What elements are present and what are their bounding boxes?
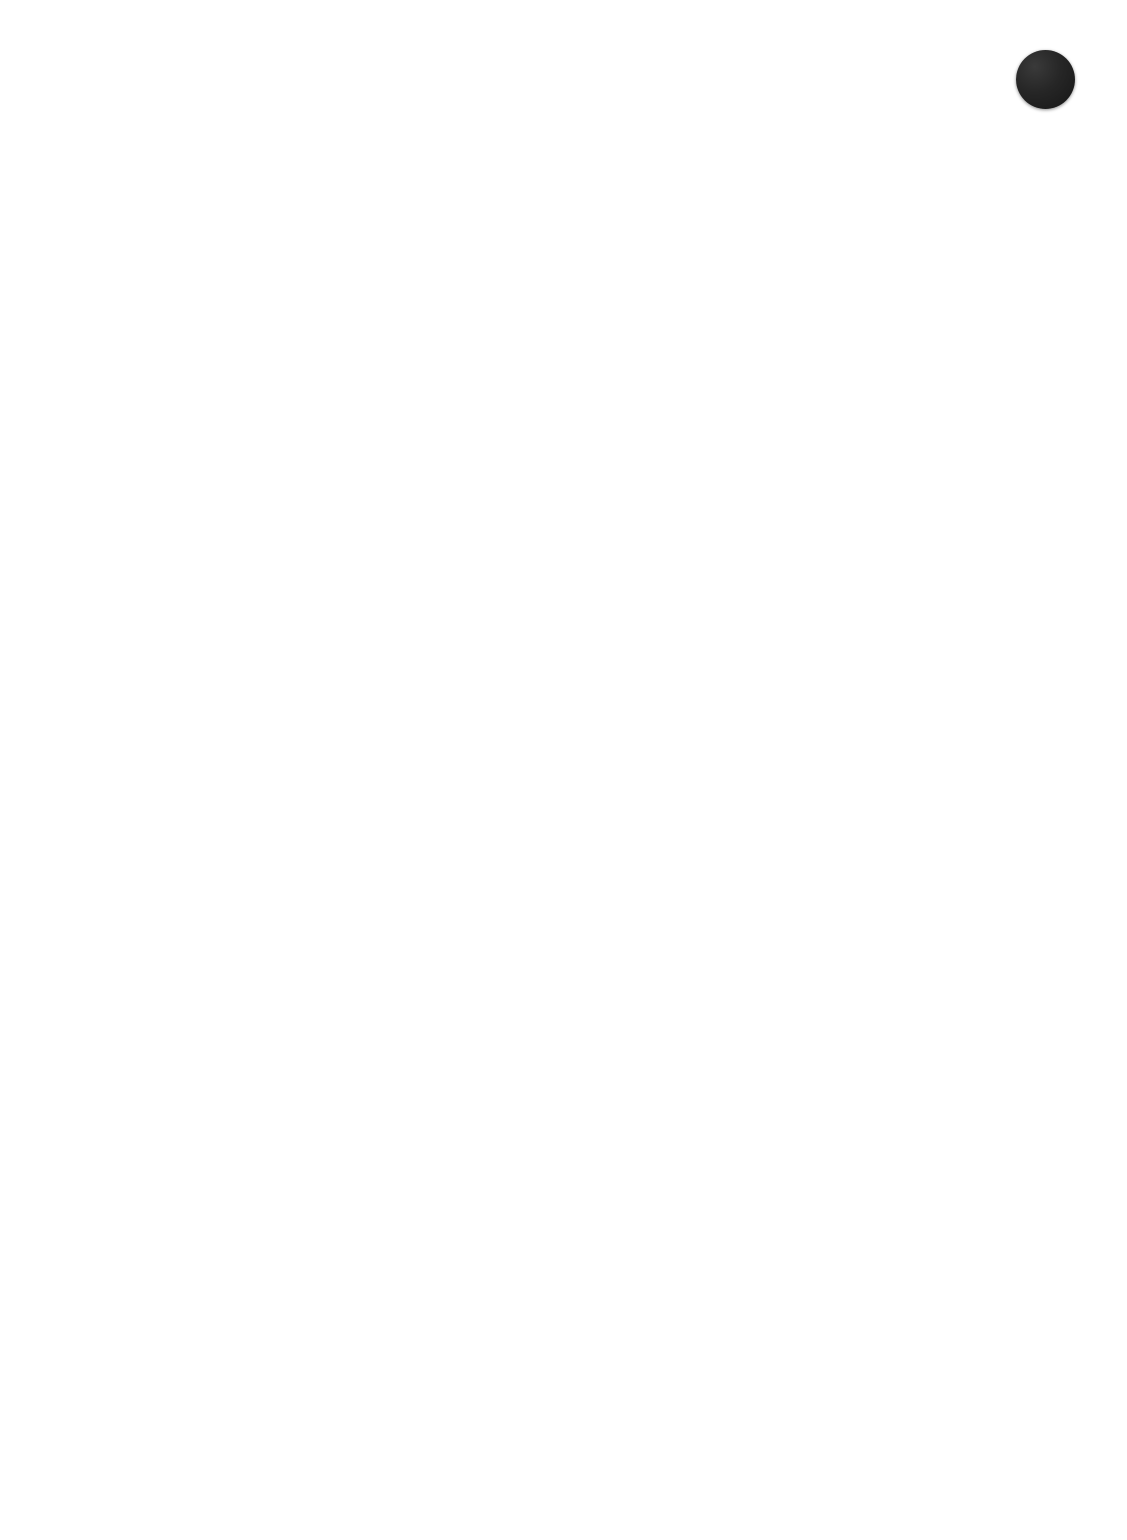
folio-badge: [1016, 50, 1075, 109]
watermark-text: [452, 470, 728, 911]
running-header: [990, 64, 1075, 109]
toc-content: [0, 0, 1127, 104]
